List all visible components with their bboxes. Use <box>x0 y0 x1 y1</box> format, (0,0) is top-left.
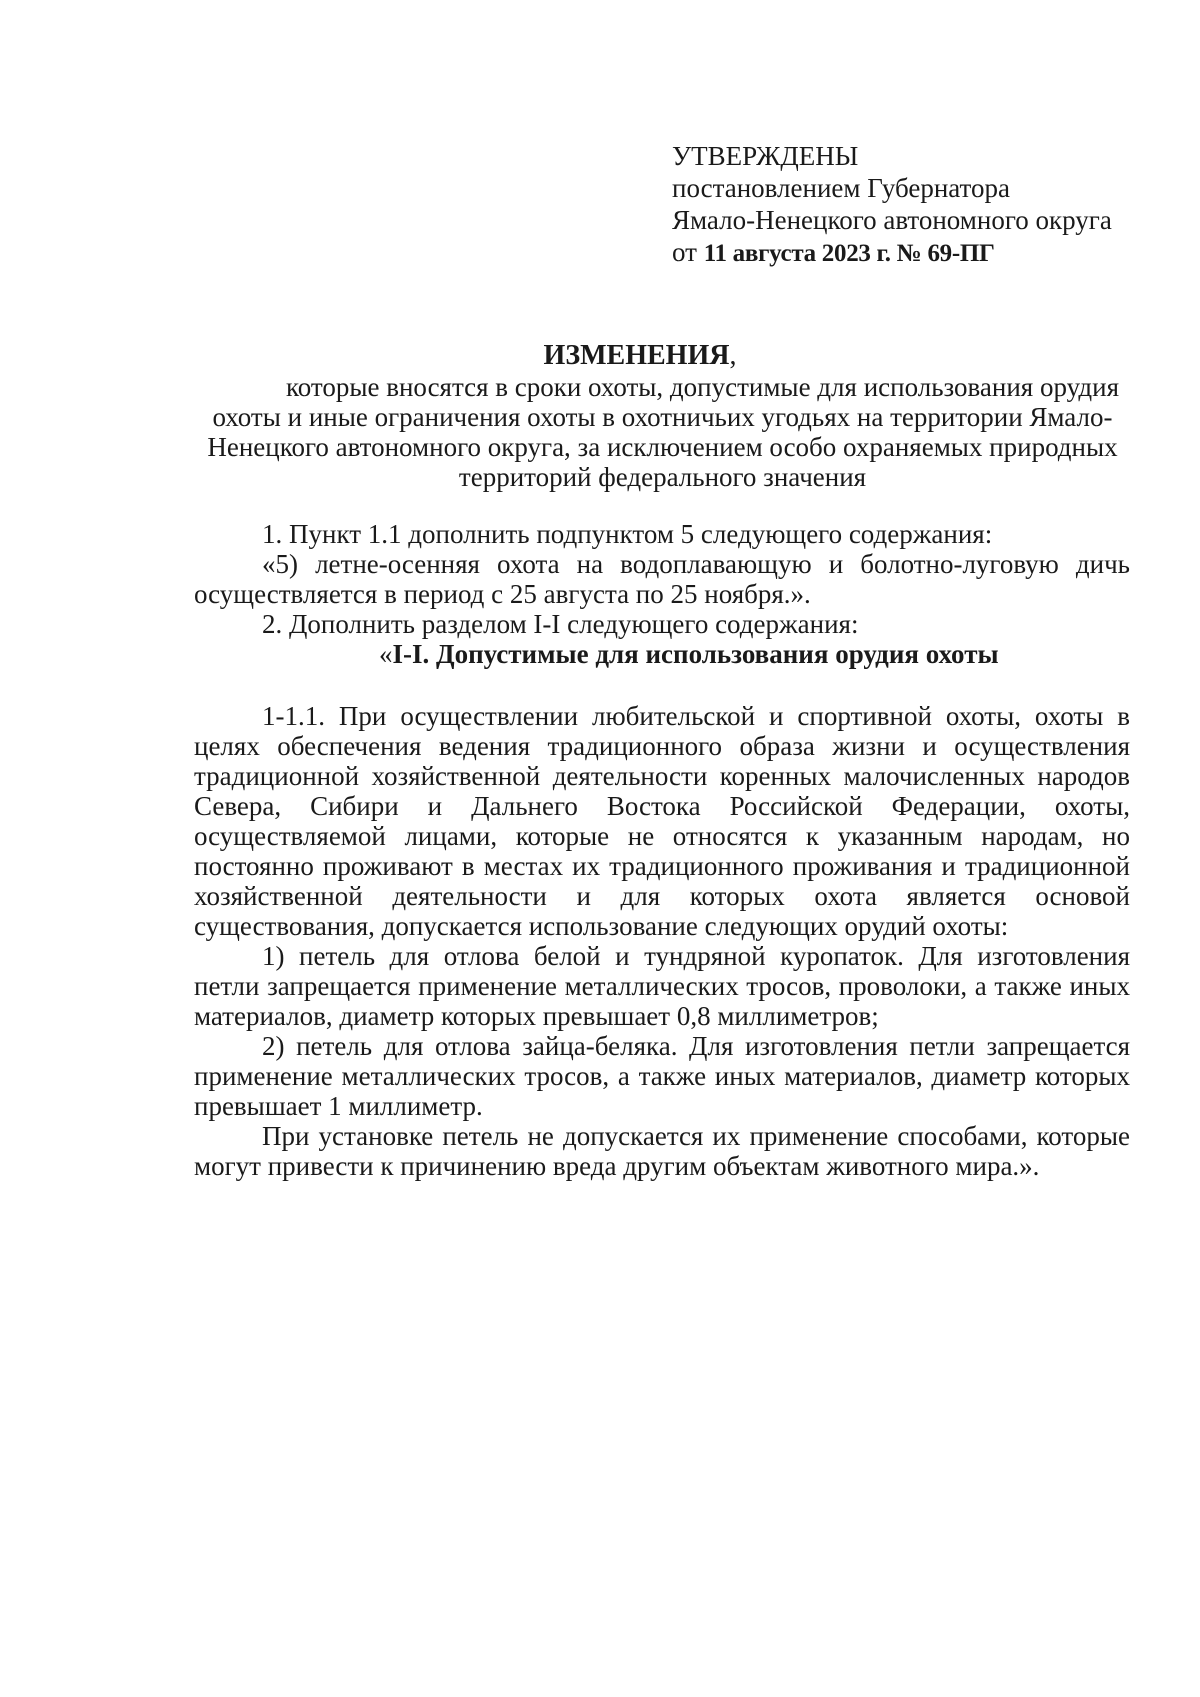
paragraph-2: «5) летне-осенняя охота на водоплавающую и болотно-луговую дичь осуществляется в период с 25 августа по 25 ноября.». <box>194 549 1130 609</box>
subtitle-line-2: охоты и иные ограничения охоты в охотничьих угодьях на территории Ямало- <box>212 402 1113 432</box>
paragraph-7: При установке петель не допускается их применение способами, которые могут привести к причинению вреда другим объектам животного мира.». <box>194 1121 1130 1181</box>
document-body <box>194 519 1130 1181</box>
spacer <box>194 669 1130 701</box>
paragraph-4: 1-1.1. При осуществлении любительской и спортивной охоты, охоты в целях обеспечения ведения традиционного образа жизни и осуществления традиционной хозяйственной деятельности коренных малочисленных народов Севера, Сибири и Дальнего Востока Российской Федерации, охоты, осуществляемой лицами, которые не относятся к указанным народам, но постоянно проживают в местах их традиционного проживания и традиционной хозяйственной деятельности и для которых охота является основой существования, допускается использование следующих орудий охоты: <box>194 701 1130 941</box>
approved-heading: УТВЕРЖДЕНЫ <box>672 141 859 171</box>
decree-date-number: 11 августа 2023 г. № 69-ПГ <box>703 240 995 267</box>
paragraph-1: 1. Пункт 1.1 дополнить подпунктом 5 следующего содержания: <box>262 519 993 549</box>
title-main: ИЗМЕНЕНИЯ <box>543 340 730 371</box>
section-quote: « <box>379 639 393 669</box>
subtitle-line-1: которые вносятся в сроки охоты, допустимые для использования орудия <box>285 372 1120 402</box>
approval-block <box>672 140 1152 270</box>
document-subtitle <box>190 372 1135 492</box>
paragraph-5: 1) петель для отлова белой и тундряной куропаток. Для изготовления петли запрещается применение металлических тросов, проволоки, а также иных материалов, диаметр которых превышает 0,8 миллиметров; <box>194 941 1130 1031</box>
document-title <box>0 340 1200 372</box>
paragraph-6: 2) петель для отлова зайца-беляка. Для изготовления петли запрещается применение металлических тросов, а также иных материалов, диаметр которых превышает 1 миллиметр. <box>194 1031 1130 1121</box>
subtitle-line-4: территорий федерального значения <box>458 462 867 492</box>
approval-line-1: постановлением Губернатора <box>672 173 1010 203</box>
section-title: I-I. Допустимые для использования орудия охоты <box>392 639 999 669</box>
date-prefix: от <box>672 237 697 267</box>
section-heading <box>194 639 1130 669</box>
approval-date-line <box>672 236 1152 270</box>
approval-line-2: Ямало-Ненецкого автономного округа <box>672 205 1112 235</box>
title-comma: , <box>729 340 737 371</box>
subtitle-line-3: Ненецкого автономного округа, за исключением особо охраняемых природных <box>207 432 1118 462</box>
paragraph-3: 2. Дополнить разделом I-I следующего содержания: <box>262 609 859 639</box>
